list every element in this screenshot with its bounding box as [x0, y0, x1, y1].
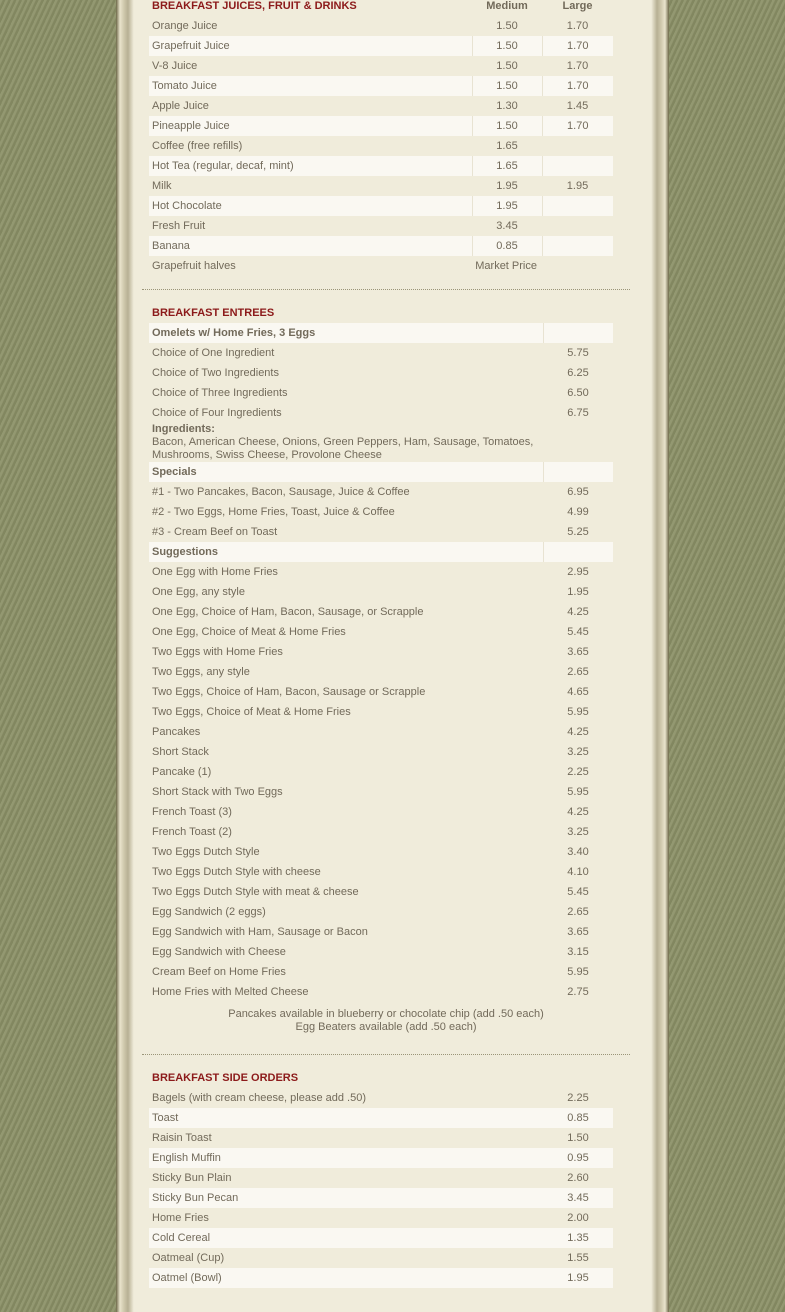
menu-item-row: [149, 902, 613, 922]
item-price: 3.65: [567, 645, 589, 658]
item-name: Short Stack: [152, 745, 209, 758]
item-price: 4.65: [567, 685, 589, 698]
menu-item-row: [149, 1268, 613, 1288]
menu-item-row: [149, 662, 613, 682]
item-name: Choice of Two Ingredients: [152, 366, 279, 379]
item-name: English Muffin: [149, 1148, 543, 1168]
menu-item-row: [149, 762, 613, 782]
menu-item-row: [149, 1168, 613, 1188]
menu-item-row: [149, 802, 613, 822]
item-name: One Egg, Choice of Ham, Bacon, Sausage, or Scrapple: [152, 605, 424, 618]
menu-item-row: [149, 1128, 613, 1148]
juices-table: [149, 0, 613, 276]
menu-item-row: [149, 822, 613, 842]
item-price: 3.25: [567, 825, 589, 838]
item-price-large: [542, 236, 613, 256]
item-name: French Toast (2): [152, 825, 232, 838]
item-name: Toast: [149, 1108, 543, 1128]
item-price-medium: 1.50: [472, 76, 542, 96]
menu-item-row: [149, 842, 613, 862]
item-price: 6.75: [567, 406, 589, 419]
menu-item-row: [149, 343, 613, 363]
menu-item-row: [149, 1108, 613, 1128]
item-name: Home Fries with Melted Cheese: [152, 985, 309, 998]
item-price-medium: 1.65: [472, 156, 542, 176]
column-header-large: Large: [562, 0, 593, 12]
menu-item-row: [149, 116, 613, 136]
item-price-medium: 1.95: [472, 196, 542, 216]
item-name: Home Fries: [152, 1211, 209, 1224]
item-name: Grapefruit Juice: [149, 36, 472, 56]
menu-content: [142, 0, 630, 1288]
item-price: 3.40: [567, 845, 589, 858]
suggestions-header-row: [149, 542, 613, 562]
item-price: 5.45: [567, 625, 589, 638]
menu-item-row: [149, 862, 613, 882]
item-name: Two Eggs, Choice of Ham, Bacon, Sausage or Scrapple: [152, 685, 426, 698]
item-price-large: 1.70: [542, 76, 613, 96]
menu-item-row: [149, 1088, 613, 1108]
item-price: 2.25: [567, 1091, 589, 1104]
menu-item-row: [149, 1228, 613, 1248]
item-name: Egg Sandwich with Cheese: [152, 945, 286, 958]
menu-item-row: [149, 582, 613, 602]
item-price: 2.75: [567, 985, 589, 998]
item-name: Two Eggs Dutch Style: [152, 845, 260, 858]
item-name: Fresh Fruit: [152, 219, 206, 232]
menu-item-row: [149, 363, 613, 383]
omelets-header-row: [149, 323, 613, 343]
item-price-large: [542, 196, 613, 216]
item-price-large: 1.95: [566, 179, 589, 192]
item-price: 3.15: [567, 945, 589, 958]
item-price: 5.25: [567, 525, 589, 538]
juices-header-row: [149, 0, 613, 16]
item-price: 1.95: [543, 1268, 613, 1288]
section-title-sides: BREAKFAST SIDE ORDERS: [152, 1071, 299, 1084]
item-name: Choice of One Ingredient: [152, 346, 275, 359]
item-price-medium: 1.50: [496, 59, 518, 72]
item-name: Grapefruit halves: [152, 259, 236, 272]
item-price-medium: 0.85: [472, 236, 542, 256]
item-price-large: [542, 216, 613, 236]
item-name: #1 - Two Pancakes, Bacon, Sausage, Juice & Coffee: [152, 485, 410, 498]
item-price: 2.60: [567, 1171, 589, 1184]
sides-title-row: [149, 1068, 613, 1088]
menu-item-row: [149, 236, 613, 256]
menu-item-row: [149, 156, 613, 176]
item-name: Pineapple Juice: [149, 116, 472, 136]
entrees-table: [149, 303, 613, 1002]
ingredients-price-cell: [543, 423, 613, 462]
menu-item-row: [149, 403, 613, 423]
item-name: One Egg, Choice of Meat & Home Fries: [152, 625, 346, 638]
subheader-omelets: Omelets w/ Home Fries, 3 Eggs: [149, 323, 543, 343]
ingredients-text: Bacon, American Cheese, Onions, Green Peppers, Ham, Sausage, Tomatoes, Mushrooms, Swiss Cheese, Provolone Cheese: [152, 436, 534, 461]
item-price: 6.25: [567, 366, 589, 379]
menu-item-row: [149, 482, 613, 502]
item-name: Pancake (1): [152, 765, 212, 778]
item-name: Orange Juice: [152, 19, 218, 32]
item-price-large: 1.70: [542, 116, 613, 136]
item-price: 3.45: [543, 1188, 613, 1208]
column-header-medium: Medium: [486, 0, 528, 12]
section-divider: [142, 1054, 630, 1055]
menu-item-row: [149, 1148, 613, 1168]
item-name: Sticky Bun Pecan: [149, 1188, 543, 1208]
item-price: 1.50: [567, 1131, 589, 1144]
item-price: 5.45: [567, 885, 589, 898]
item-name: One Egg with Home Fries: [152, 565, 278, 578]
item-name: Apple Juice: [152, 99, 209, 112]
menu-item-row: [149, 702, 613, 722]
item-price: 5.95: [567, 705, 589, 718]
item-price: 2.65: [567, 905, 589, 918]
item-price: 2.95: [567, 565, 589, 578]
item-name: Bagels (with cream cheese, please add .50): [152, 1091, 367, 1104]
item-price: 6.95: [567, 485, 589, 498]
menu-item-row: [149, 962, 613, 982]
item-price: 5.95: [567, 785, 589, 798]
item-price: 1.35: [543, 1228, 613, 1248]
section-title-entrees: BREAKFAST ENTREES: [152, 306, 275, 319]
item-name: Raisin Toast: [152, 1131, 212, 1144]
left-frame-border: [116, 0, 134, 1312]
sides-table: [149, 1068, 613, 1288]
item-price-market: Market Price: [475, 259, 537, 272]
item-name: French Toast (3): [152, 805, 232, 818]
item-price: 5.75: [567, 346, 589, 359]
item-price: 0.85: [543, 1108, 613, 1128]
egg-beaters-note: Egg Beaters available (add .50 each): [295, 1021, 477, 1033]
item-name: Two Eggs Dutch Style with cheese: [152, 865, 321, 878]
item-name: Choice of Four Ingredients: [152, 406, 282, 419]
item-price-medium: 3.45: [496, 219, 518, 232]
subheader-omelets-price-cell: [543, 323, 613, 343]
item-price-medium: 1.50: [496, 19, 518, 32]
menu-item-row: [149, 76, 613, 96]
item-price-large: 1.70: [566, 19, 589, 32]
item-price-medium: 1.30: [496, 99, 518, 112]
item-name: V-8 Juice: [152, 59, 198, 72]
item-name: Two Eggs, any style: [152, 665, 250, 678]
menu-item-row: [149, 942, 613, 962]
item-price-medium: 1.65: [496, 139, 518, 152]
menu-item-row: [149, 562, 613, 582]
item-price: 1.55: [567, 1251, 589, 1264]
menu-item-row: [149, 196, 613, 216]
item-price: 3.25: [567, 745, 589, 758]
item-name: Two Eggs, Choice of Meat & Home Fries: [152, 705, 351, 718]
menu-item-row: [149, 642, 613, 662]
menu-item-row: [149, 383, 613, 403]
item-price: 1.95: [567, 585, 589, 598]
entrees-title-row: [149, 303, 613, 323]
item-price-large: 1.70: [542, 36, 613, 56]
pancakes-note: Pancakes available in blueberry or chocolate chip (add .50 each): [228, 1008, 544, 1020]
item-name: Coffee (free refills): [152, 139, 243, 152]
item-price: 3.65: [567, 925, 589, 938]
item-price-large: 1.70: [566, 59, 589, 72]
item-name: Egg Sandwich (2 eggs): [152, 905, 266, 918]
menu-item-row: [149, 602, 613, 622]
item-price: 0.95: [543, 1148, 613, 1168]
menu-item-row: [149, 36, 613, 56]
menu-item-row: [149, 256, 613, 276]
item-name: Tomato Juice: [149, 76, 472, 96]
menu-item-row: [149, 982, 613, 1002]
item-price-large: 1.45: [566, 99, 589, 112]
item-price: 4.10: [567, 865, 589, 878]
menu-item-row: [149, 882, 613, 902]
item-price: 5.95: [567, 965, 589, 978]
item-name: Short Stack with Two Eggs: [152, 785, 283, 798]
subheader-specials-price-cell: [543, 462, 613, 482]
item-price: 4.25: [567, 605, 589, 618]
menu-item-row: [149, 742, 613, 762]
menu-item-row: [149, 682, 613, 702]
item-name: #3 - Cream Beef on Toast: [152, 525, 278, 538]
menu-item-row: [149, 1248, 613, 1268]
item-name: Two Eggs Dutch Style with meat & cheese: [152, 885, 359, 898]
item-price: 2.65: [567, 665, 589, 678]
menu-item-row: [149, 782, 613, 802]
specials-header-row: [149, 462, 613, 482]
item-name: Banana: [149, 236, 472, 256]
item-price: 4.25: [567, 725, 589, 738]
item-price: 2.25: [567, 765, 589, 778]
menu-panel: [134, 0, 651, 1312]
menu-item-row: [149, 922, 613, 942]
subheader-specials: Specials: [149, 462, 543, 482]
menu-item-row: [149, 56, 613, 76]
menu-item-row: [149, 1208, 613, 1228]
menu-item-row: [149, 502, 613, 522]
item-price: 2.00: [567, 1211, 589, 1224]
item-name: Choice of Three Ingredients: [152, 386, 288, 399]
item-price-large: [542, 156, 613, 176]
item-name: Sticky Bun Plain: [152, 1171, 232, 1184]
item-price-medium: 1.95: [496, 179, 518, 192]
item-name: Cream Beef on Home Fries: [152, 965, 286, 978]
menu-item-row: [149, 1188, 613, 1208]
item-name: Egg Sandwich with Ham, Sausage or Bacon: [152, 925, 368, 938]
item-name: Milk: [152, 179, 172, 192]
menu-item-row: [149, 722, 613, 742]
menu-item-row: [149, 96, 613, 116]
item-price: 4.99: [567, 505, 589, 518]
menu-item-row: [149, 176, 613, 196]
item-name: Hot Chocolate: [149, 196, 472, 216]
item-name: Pancakes: [152, 725, 201, 738]
item-price: 6.50: [567, 386, 589, 399]
menu-item-row: [149, 136, 613, 156]
item-name: Oatmel (Bowl): [149, 1268, 543, 1288]
menu-item-row: [149, 216, 613, 236]
item-price-medium: 1.50: [472, 116, 542, 136]
item-name: Hot Tea (regular, decaf, mint): [149, 156, 472, 176]
menu-item-row: [149, 522, 613, 542]
item-name: Cold Cereal: [149, 1228, 543, 1248]
item-name: #2 - Two Eggs, Home Fries, Toast, Juice & Coffee: [152, 505, 395, 518]
item-name: One Egg, any style: [152, 585, 245, 598]
entrees-notes: [142, 1002, 630, 1038]
right-frame-border: [651, 0, 669, 1312]
ingredients-label: Ingredients:: [152, 423, 215, 435]
item-name: Two Eggs with Home Fries: [152, 645, 283, 658]
subheader-suggestions-price-cell: [543, 542, 613, 562]
ingredients-row: [149, 423, 613, 462]
section-title-juices: BREAKFAST JUICES, FRUIT & DRINKS: [152, 0, 357, 12]
menu-item-row: [149, 16, 613, 36]
item-price-medium: 1.50: [472, 36, 542, 56]
item-name: Oatmeal (Cup): [152, 1251, 225, 1264]
menu-item-row: [149, 622, 613, 642]
item-price-large: [542, 136, 613, 156]
ingredients-cell: [149, 423, 543, 462]
item-price: 4.25: [567, 805, 589, 818]
subheader-suggestions: Suggestions: [149, 542, 543, 562]
section-divider: [142, 289, 630, 290]
